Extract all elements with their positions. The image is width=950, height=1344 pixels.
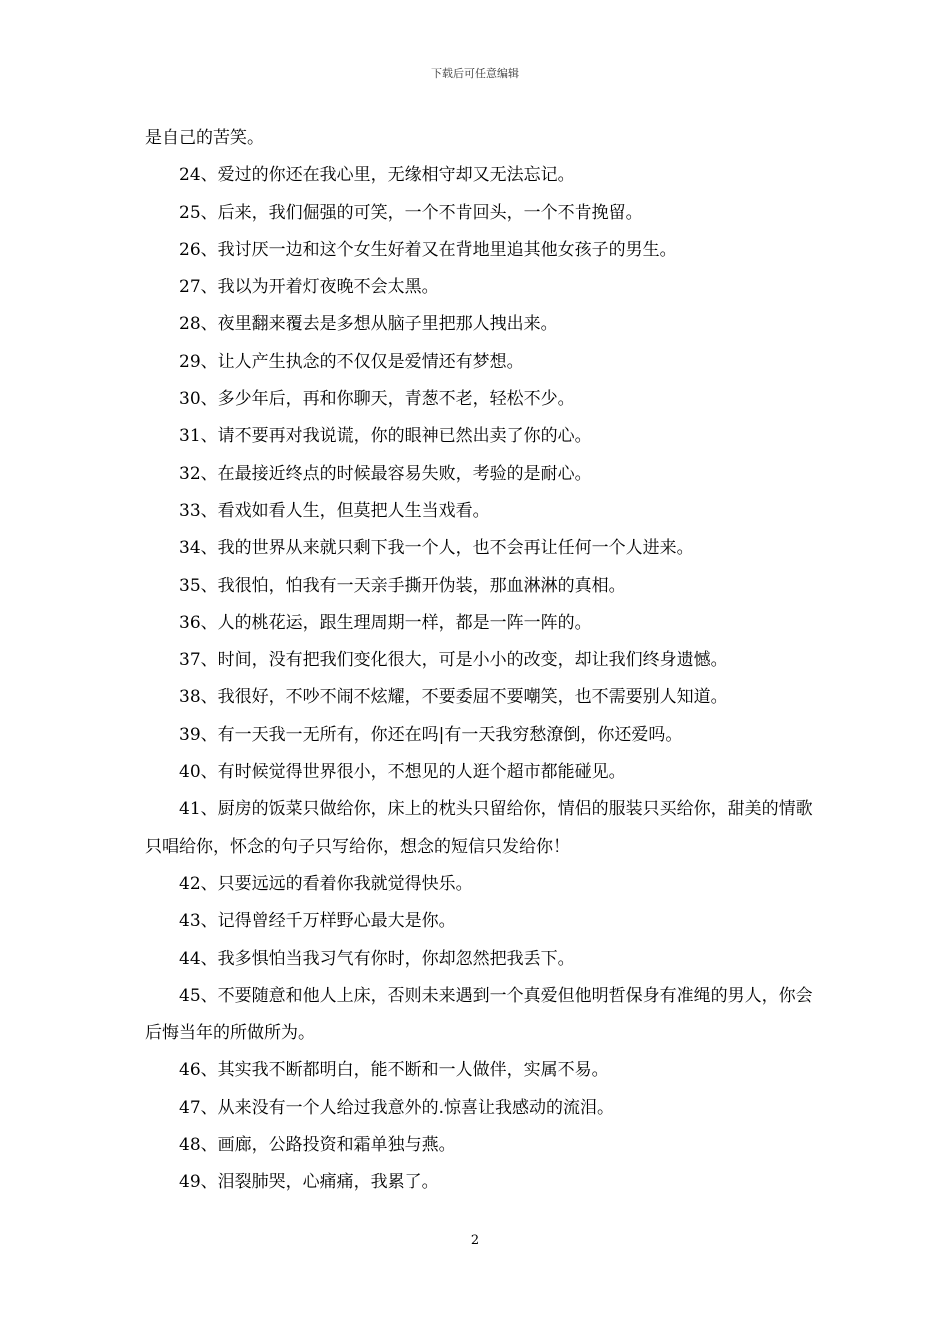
paragraph-25: 25、后来，我们倔强的可笑，一个不肯回头，一个不肯挽留。 <box>179 202 643 223</box>
paragraph-37: 37、时间，没有把我们变化很大，可是小小的改变，却让我们终身遗憾。 <box>179 650 728 671</box>
document-body <box>145 120 817 1202</box>
paragraph-26: 26、我讨厌一边和这个女生好着又在背地里追其他女孩子的男生。 <box>179 239 677 260</box>
paragraph-40: 40、有时候觉得世界很小，不想见的人逛个超市都能碰见。 <box>179 762 626 783</box>
paragraph-43: 43、记得曾经千万样野心最大是你。 <box>179 911 456 932</box>
page-number: 2 <box>470 1233 480 1248</box>
paragraph-35: 35、我很怕，怕我有一天亲手撕开伪装，那血淋淋的真相。 <box>179 575 626 596</box>
paragraph-29: 29、让人产生执念的不仅仅是爱情还有梦想。 <box>179 351 524 372</box>
paragraph-47: 47、从来没有一个人给过我意外的.惊喜让我感动的流泪。 <box>179 1097 615 1118</box>
paragraph-41: 41、厨房的饭菜只做给你，床上的枕头只留给你，情侣的服装只买给你，甜美的情歌只唱给你，怀念的句子只写给你，想念的短信只发给你！ <box>145 799 813 857</box>
paragraph-27: 27、我以为开着灯夜晚不会太黑。 <box>179 277 439 298</box>
paragraph-45: 45、不要随意和他人上床，否则未来遇到一个真爱但他明哲保身有准绳的男人，你会后悔当年的所做所为。 <box>145 985 813 1044</box>
paragraph-42: 42、只要远远的看着你我就觉得快乐。 <box>179 873 473 894</box>
paragraph-39: 39、有一天我一无所有，你还在吗|有一天我穷愁潦倒，你还爱吗。 <box>179 724 683 745</box>
paragraph-31: 31、请不要再对我说谎，你的眼神已然出卖了你的心。 <box>179 426 592 447</box>
paragraph-48: 48、画廊，公路投资和霜单独与燕。 <box>179 1135 456 1156</box>
paragraph-32: 32、在最接近终点的时候最容易失败，考验的是耐心。 <box>179 463 592 484</box>
paragraph-continuation: 是自己的苦笑。 <box>145 128 264 148</box>
page-header: 下载后可任意编辑 <box>431 67 519 80</box>
paragraph-33: 33、看戏如看人生，但莫把人生当戏看。 <box>179 500 490 521</box>
paragraph-49: 49、泪裂肺哭，心痛痛，我累了。 <box>179 1172 439 1193</box>
paragraph-46: 46、其实我不断都明白，能不断和一人做伴，实属不易。 <box>179 1060 609 1081</box>
paragraph-44: 44、我多惧怕当我习气有你时，你却忽然把我丢下。 <box>179 948 575 969</box>
paragraph-36: 36、人的桃花运，跟生理周期一样，都是一阵一阵的。 <box>179 612 592 633</box>
paragraph-24: 24、爱过的你还在我心里，无缘相守却又无法忘记。 <box>179 165 575 186</box>
paragraph-34: 34、我的世界从来就只剩下我一个人，也不会再让任何一个人进来。 <box>179 538 694 559</box>
paragraph-28: 28、夜里翻来覆去是多想从脑子里把那人拽出来。 <box>179 314 558 335</box>
paragraph-38: 38、我很好，不吵不闹不炫耀，不要委屈不要嘲笑，也不需要别人知道。 <box>179 687 728 708</box>
paragraph-30: 30、多少年后，再和你聊天，青葱不老，轻松不少。 <box>179 389 575 410</box>
